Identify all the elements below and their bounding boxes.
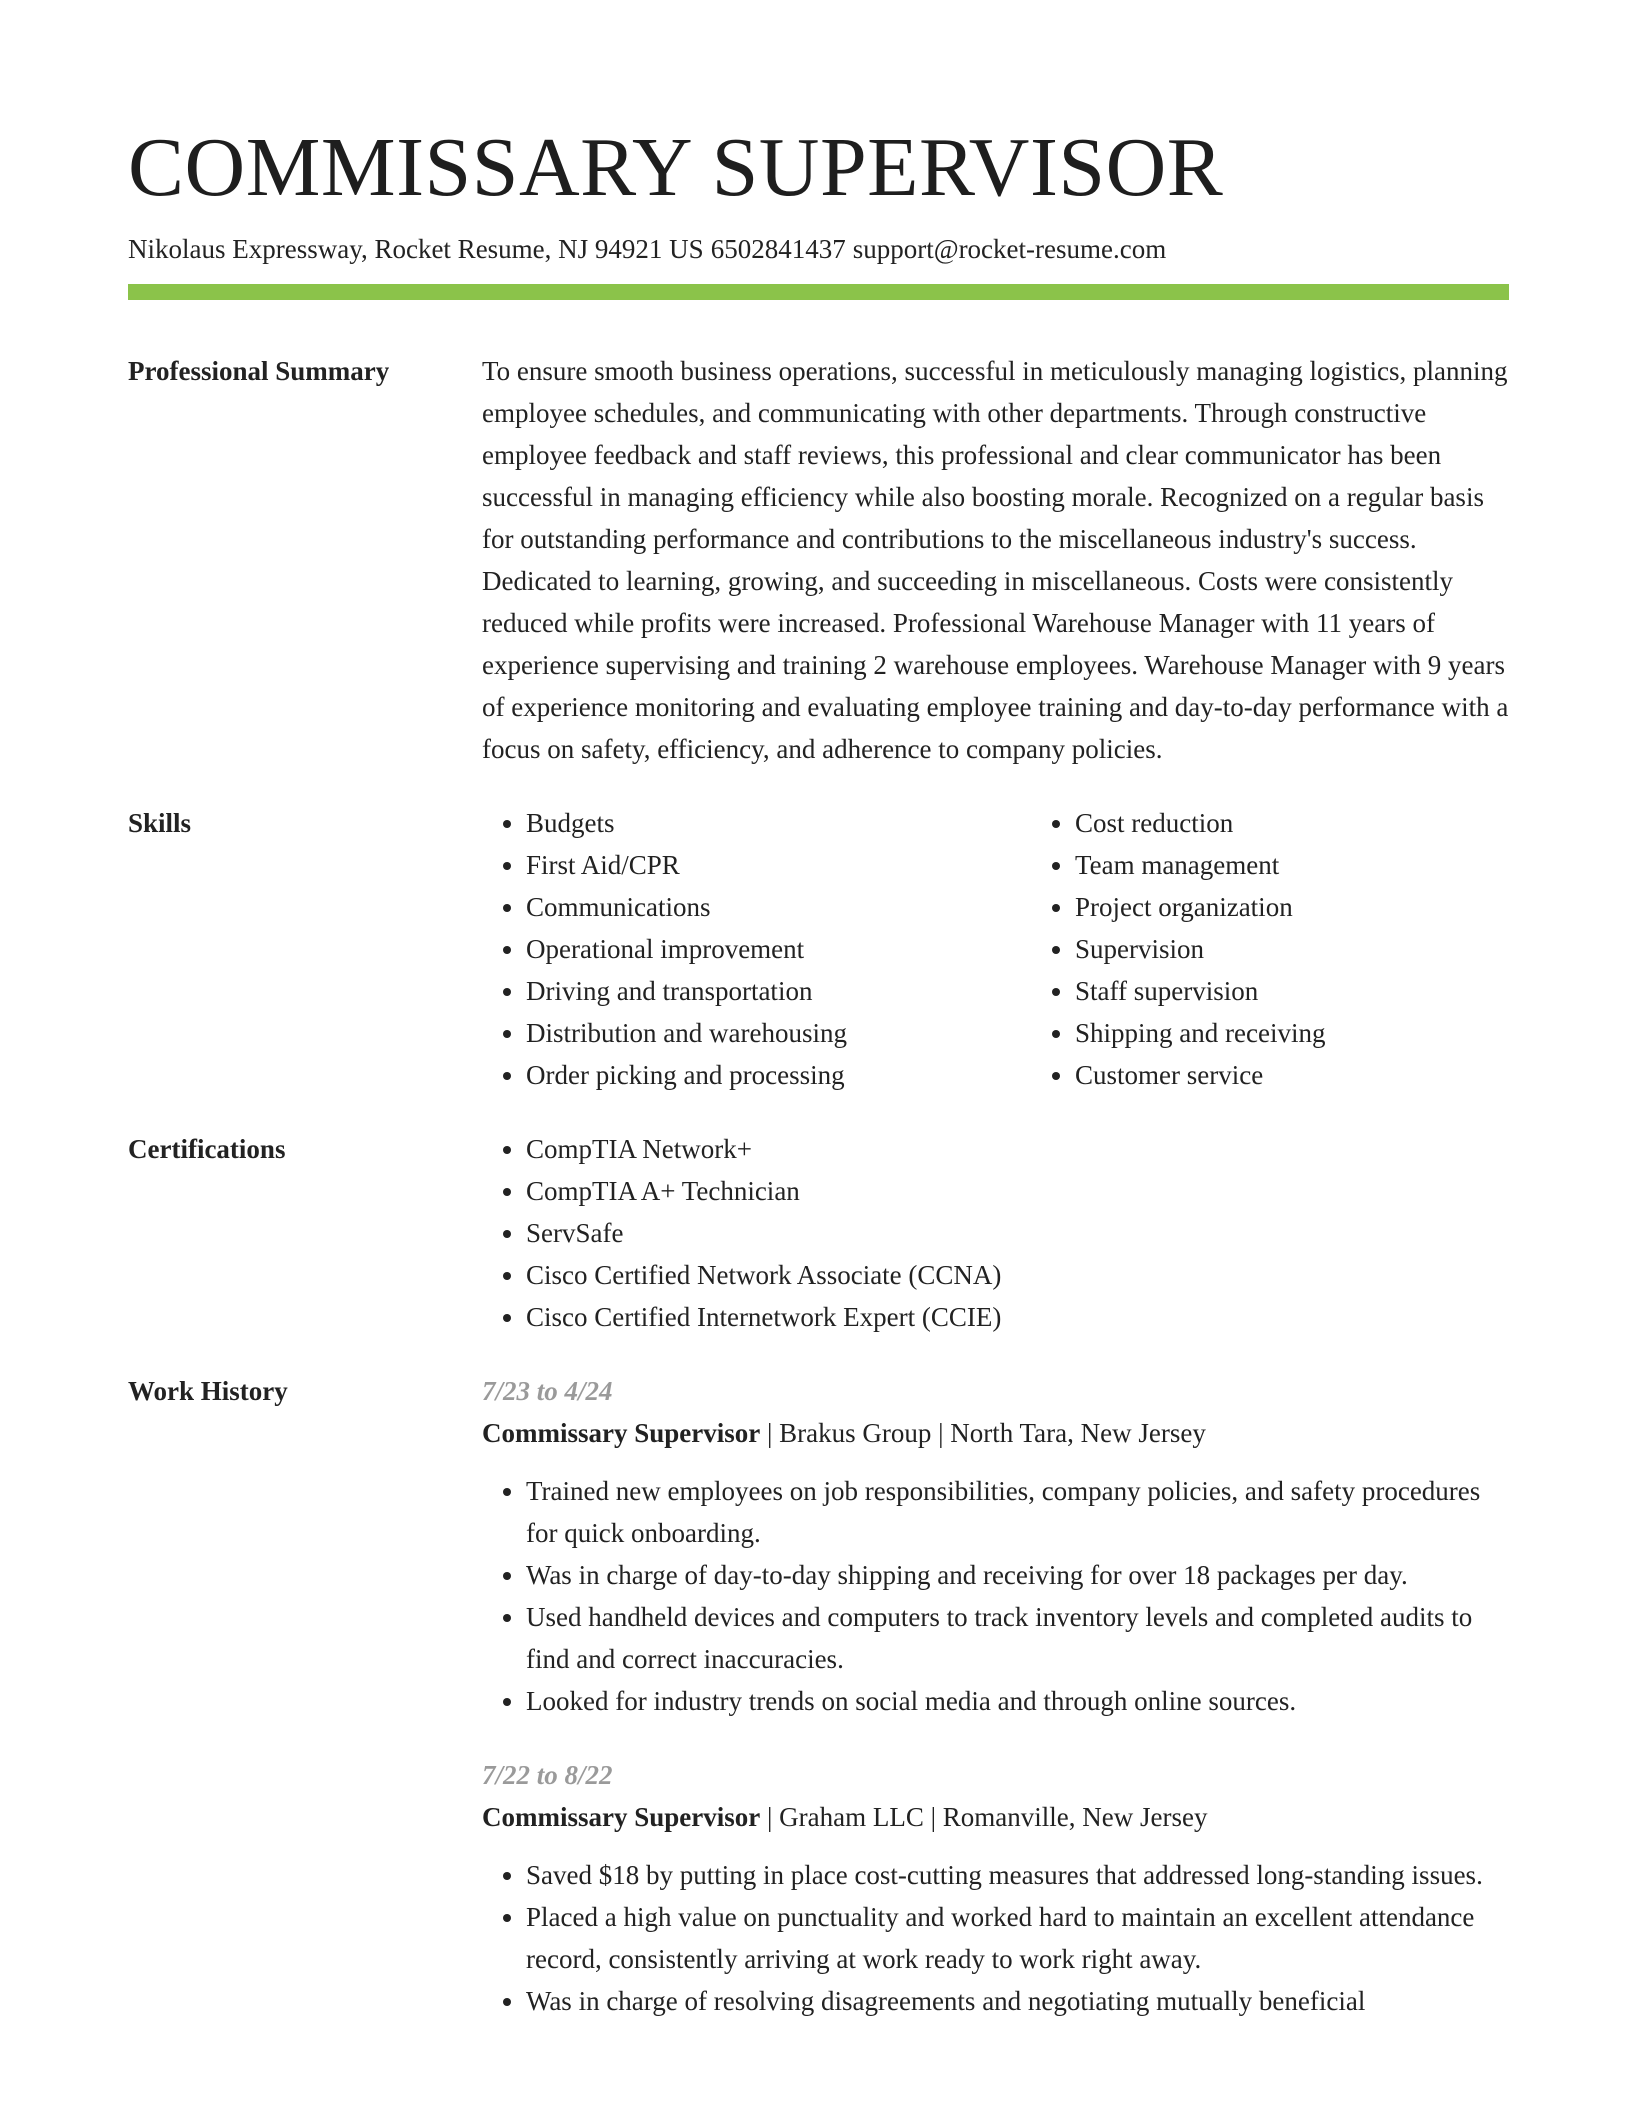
job-entry	[482, 1754, 1509, 2022]
certifications-list	[482, 1128, 1509, 1338]
work-body	[482, 1370, 1509, 2022]
list-item: • Cisco Certified Internetwork Expert (CCIE)	[526, 1296, 1509, 1338]
list-item: • Staff supervision	[1075, 970, 1580, 1012]
list-item: • Communications	[526, 886, 1031, 928]
list-item: • Cisco Certified Network Associate (CCNA)	[526, 1254, 1509, 1296]
list-item: • Supervision	[1075, 928, 1580, 970]
job-title: Commissary Supervisor	[482, 1802, 761, 1832]
list-item: • Team management	[1075, 844, 1580, 886]
job-dates: 7/22 to 8/22	[482, 1760, 613, 1790]
job-bullets	[482, 1470, 1509, 1722]
list-item: • Was in charge of day-to-day shipping and receiving for over 18 packages per day.	[526, 1554, 1509, 1596]
job-bullets	[482, 1854, 1509, 2022]
skills-grid	[482, 802, 1580, 1096]
job-heading	[482, 1796, 1509, 1838]
section-label-summary: Professional Summary	[128, 356, 390, 386]
job-dates: 7/23 to 4/24	[482, 1376, 613, 1406]
list-item: • Cost reduction	[1075, 802, 1580, 844]
contact-address: Nikolaus Expressway, Rocket Resume, NJ 94921 US	[128, 234, 704, 264]
list-item: • Looked for industry trends on social media and through online sources.	[526, 1680, 1509, 1722]
contact-line	[128, 230, 1509, 268]
job-title: Commissary Supervisor	[482, 1418, 761, 1448]
summary-text: To ensure smooth business operations, successful in meticulously managing logistics, planning employee schedules, and communicating with other departments. Through constructive employee feedback and staff reviews, this professional and clear communicator has been successful in managing efficiency while also boosting morale. Recognized on a regular basis for outstanding performance and contributions to the miscellaneous industry's success. Dedicated to learning, growing, and succeeding in miscellaneous. Costs were consistently reduced while profits were increased. Professional Warehouse Manager with 11 years of experience supervising and training 2 warehouse employees. Warehouse Manager with 9 years of experience monitoring and evaluating employee training and day-to-day performance with a focus on safety, efficiency, and adherence to company policies.	[482, 356, 1509, 764]
list-item: • Used handheld devices and computers to track inventory levels and completed audits to find and correct inaccuracies.	[526, 1596, 1509, 1680]
list-item: • Driving and transportation	[526, 970, 1031, 1012]
list-item: • CompTIA A+ Technician	[526, 1170, 1509, 1212]
section-label-skills: Skills	[128, 808, 192, 838]
list-item: • Was in charge of resolving disagreements and negotiating mutually beneficial	[526, 1980, 1509, 2022]
list-item: • Saved $18 by putting in place cost-cutting measures that addressed long-standing issues.	[526, 1854, 1509, 1896]
list-item: • Customer service	[1075, 1054, 1580, 1096]
list-item: • Trained new employees on job responsibilities, company policies, and safety procedures for quick onboarding.	[526, 1470, 1509, 1554]
section-work-history	[128, 1370, 1509, 2022]
resume-page	[128, 118, 1509, 2022]
section-skills	[128, 802, 1509, 1096]
list-item: • Distribution and warehousing	[526, 1012, 1031, 1054]
certifications-body	[482, 1128, 1509, 1338]
list-item: • Operational improvement	[526, 928, 1031, 970]
job-heading	[482, 1412, 1509, 1454]
list-item: • Project organization	[1075, 886, 1580, 928]
list-item: • Budgets	[526, 802, 1031, 844]
section-label-certifications: Certifications	[128, 1134, 286, 1164]
job-details: | Graham LLC | Romanville, New Jersey	[760, 1802, 1208, 1832]
section-certifications	[128, 1128, 1509, 1338]
list-item: • Order picking and processing	[526, 1054, 1031, 1096]
list-item: • CompTIA Network+	[526, 1128, 1509, 1170]
job-entry	[482, 1370, 1509, 1722]
contact-email: support@rocket-resume.com	[852, 234, 1167, 264]
section-summary	[128, 350, 1509, 770]
header-divider	[128, 284, 1509, 300]
resume-title: COMMISSARY SUPERVISOR	[128, 121, 1224, 214]
job-details: | Brakus Group | North Tara, New Jersey	[760, 1418, 1206, 1448]
list-item: • ServSafe	[526, 1212, 1509, 1254]
list-item: • First Aid/CPR	[526, 844, 1031, 886]
list-item: • Shipping and receiving	[1075, 1012, 1580, 1054]
skills-list-left	[482, 802, 1031, 1096]
contact-phone: 6502841437	[710, 234, 846, 264]
list-item: • Placed a high value on punctuality and worked hard to maintain an excellent attendance record, consistently arriving at work ready to work right away.	[526, 1896, 1509, 1980]
skills-list-right	[1031, 802, 1580, 1096]
section-label-work: Work History	[128, 1376, 288, 1406]
